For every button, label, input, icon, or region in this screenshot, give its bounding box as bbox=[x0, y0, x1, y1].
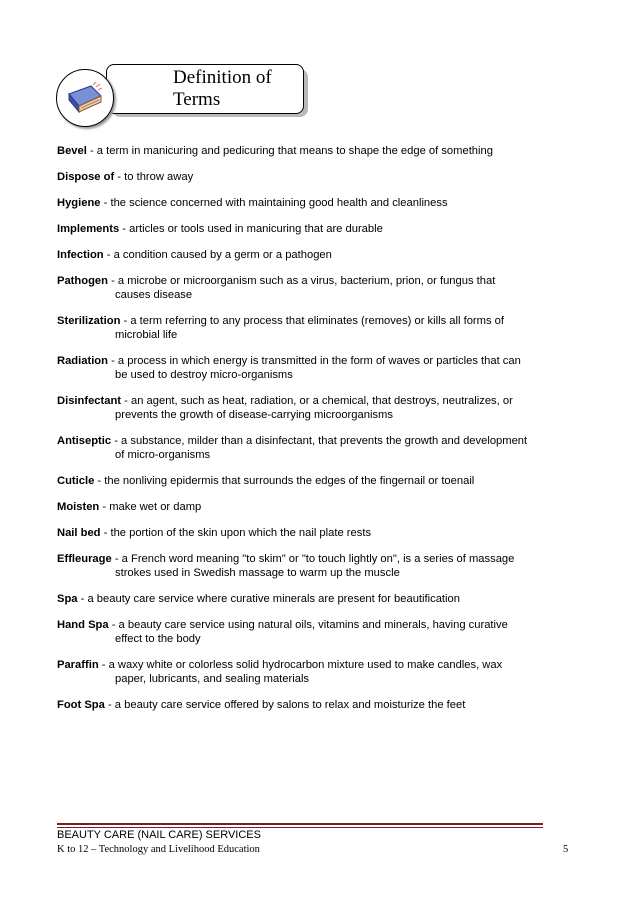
term-name: Hand Spa bbox=[57, 619, 109, 631]
term-definition: - articles or tools used in manicuring that are durable bbox=[119, 223, 383, 235]
term-definition-continued: strokes used in Swedish massage to warm up the muscle bbox=[115, 567, 400, 579]
title-box bbox=[106, 64, 304, 114]
term-definition: - a waxy white or colorless solid hydrocarbon mixture used to make candles, wax bbox=[98, 659, 503, 671]
term-definition-continued: microbial life bbox=[115, 329, 178, 341]
header-icon-circle bbox=[56, 69, 114, 127]
term-name: Pathogen bbox=[57, 275, 108, 287]
term-name: Infection bbox=[57, 249, 104, 261]
footer-rule bbox=[57, 823, 543, 825]
term-definition: - a beauty care service where curative minerals are present for beautification bbox=[77, 593, 460, 605]
term-definition: - a beauty care service using natural oils, vitamins and minerals, having curative bbox=[108, 619, 508, 631]
term-definition: - a French word meaning "to skim" or "to touch lightly on", is a series of massage bbox=[111, 553, 515, 565]
term-definition-continued: paper, lubricants, and sealing materials bbox=[115, 673, 310, 685]
term-entry bbox=[57, 474, 557, 488]
term-definition: - a condition caused by a germ or a pathogen bbox=[103, 249, 332, 261]
section-title: Definition of Terms bbox=[173, 67, 272, 110]
term-name: Implements bbox=[57, 223, 120, 235]
term-definition: - the portion of the skin upon which the nail plate rests bbox=[100, 527, 372, 539]
term-name: Hygiene bbox=[57, 197, 101, 209]
term-name: Nail bed bbox=[57, 527, 101, 539]
term-name: Cuticle bbox=[57, 475, 95, 487]
term-entry bbox=[57, 314, 557, 342]
term-entry bbox=[57, 222, 557, 236]
term-entry bbox=[57, 526, 557, 540]
term-name: Bevel bbox=[57, 145, 87, 157]
book-icon bbox=[65, 82, 105, 116]
term-entry bbox=[57, 658, 557, 686]
term-definition: - a beauty care service offered by salons to relax and moisturize the feet bbox=[104, 699, 466, 711]
term-definition: - a process in which energy is transmitted in the form of waves or particles that can bbox=[107, 355, 521, 367]
term-name: Disinfectant bbox=[57, 395, 122, 407]
footer-course-title: BEAUTY CARE (NAIL CARE) SERVICES bbox=[57, 829, 261, 841]
term-definition: - to throw away bbox=[114, 171, 194, 183]
term-definition: - a term referring to any process that eliminates (removes) or kills all forms of bbox=[120, 315, 505, 327]
term-definition-continued: effect to the body bbox=[115, 633, 201, 645]
footer-rule-thin bbox=[57, 827, 543, 828]
term-entry bbox=[57, 196, 557, 210]
term-name: Sterilization bbox=[57, 315, 121, 327]
section-header bbox=[56, 63, 312, 125]
term-entry bbox=[57, 618, 557, 646]
term-name: Paraffin bbox=[57, 659, 99, 671]
term-name: Moisten bbox=[57, 501, 100, 513]
term-name: Radiation bbox=[57, 355, 108, 367]
term-entry bbox=[57, 170, 557, 184]
term-name: Dispose of bbox=[57, 171, 115, 183]
term-definition-continued: be used to destroy micro-organisms bbox=[115, 369, 293, 381]
term-name: Effleurage bbox=[57, 553, 112, 565]
term-entry bbox=[57, 144, 557, 158]
term-entry bbox=[57, 274, 557, 302]
term-entry bbox=[57, 698, 557, 712]
term-name: Foot Spa bbox=[57, 699, 105, 711]
page-number: 5 bbox=[563, 844, 569, 855]
term-definition-continued: of micro-organisms bbox=[115, 449, 211, 461]
term-definition: - a substance, milder than a disinfectant, that prevents the growth and development bbox=[111, 435, 528, 447]
term-definition-continued: causes disease bbox=[115, 289, 193, 301]
footer-program: K to 12 – Technology and Livelihood Education bbox=[57, 844, 260, 855]
term-entry bbox=[57, 394, 557, 422]
term-name: Antiseptic bbox=[57, 435, 112, 447]
term-entry bbox=[57, 434, 557, 462]
term-entry bbox=[57, 500, 557, 514]
term-definition: - a microbe or microorganism such as a virus, bacterium, prion, or fungus that bbox=[107, 275, 496, 287]
term-definition: - an agent, such as heat, radiation, or a chemical, that destroys, neutralizes, or bbox=[121, 395, 513, 407]
term-entry bbox=[57, 354, 557, 382]
term-definition: - the science concerned with maintaining good health and cleanliness bbox=[100, 197, 448, 209]
term-definition: - make wet or damp bbox=[99, 501, 202, 513]
term-definition: - the nonliving epidermis that surrounds the edges of the fingernail or toenail bbox=[94, 475, 475, 487]
term-entry bbox=[57, 592, 557, 606]
terms-list bbox=[57, 144, 557, 724]
term-entry bbox=[57, 552, 557, 580]
term-entry bbox=[57, 248, 557, 262]
term-definition: - a term in manicuring and pedicuring that means to shape the edge of something bbox=[86, 145, 493, 157]
term-definition-continued: prevents the growth of disease-carrying microorganisms bbox=[115, 409, 393, 421]
term-name: Spa bbox=[57, 593, 78, 605]
